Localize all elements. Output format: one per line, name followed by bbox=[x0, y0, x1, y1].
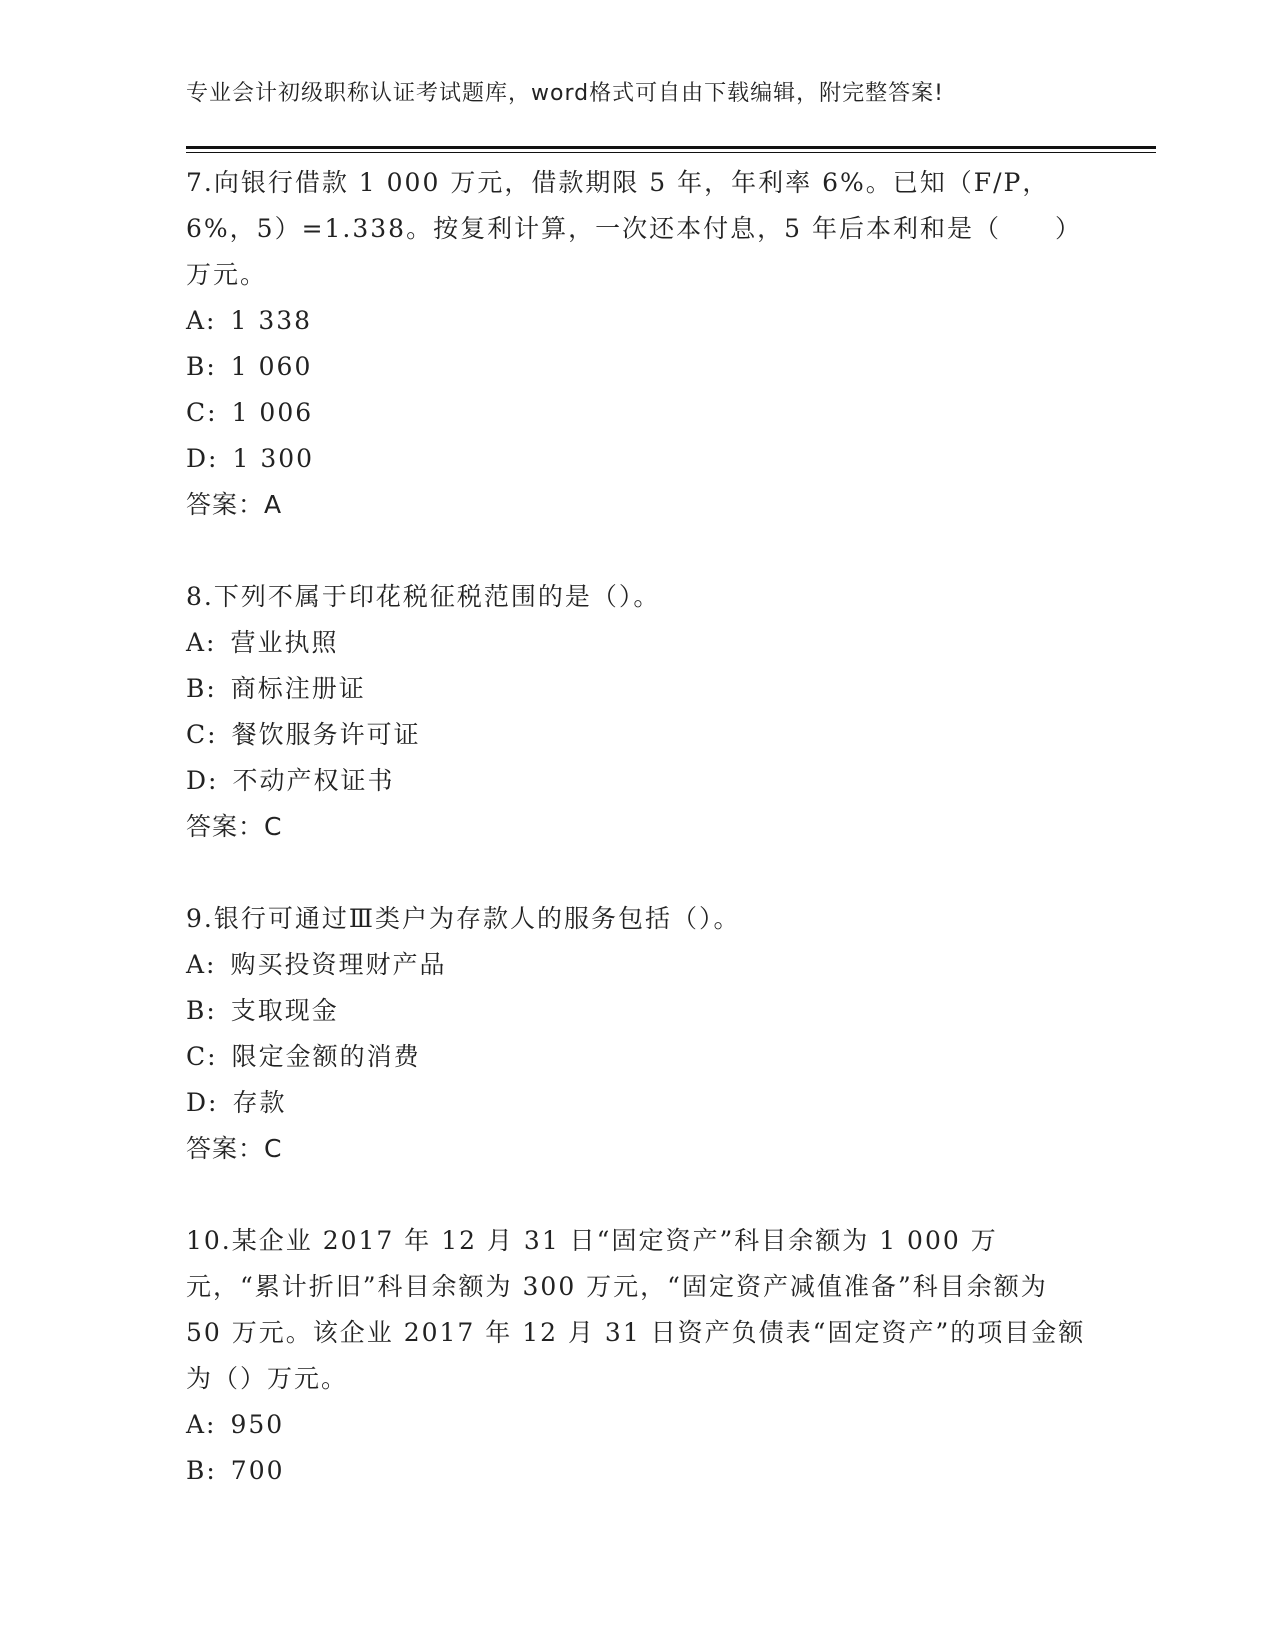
option-value: 支取现金 bbox=[230, 996, 339, 1025]
option-key: B: bbox=[186, 1456, 217, 1485]
option-value: 营业执照 bbox=[230, 628, 339, 657]
option-key: A: bbox=[186, 950, 217, 979]
header-rule-thick bbox=[186, 146, 1156, 149]
option-key: A: bbox=[186, 628, 217, 657]
question-text: 9.银行可通过Ⅲ类户为存款人的服务包括（）。 bbox=[186, 904, 741, 933]
option-key: C: bbox=[186, 1042, 218, 1071]
option-c bbox=[186, 1034, 1086, 1080]
option-key: C: bbox=[186, 720, 218, 749]
option-d bbox=[186, 758, 1086, 804]
option-b bbox=[186, 1448, 1086, 1494]
option-c bbox=[186, 390, 1086, 436]
option-value: 限定金额的消费 bbox=[231, 1042, 421, 1071]
option-key: B: bbox=[186, 996, 217, 1025]
option-key: A: bbox=[186, 306, 217, 335]
option-value: 存款 bbox=[232, 1088, 287, 1117]
option-value: 700 bbox=[230, 1456, 285, 1485]
page-header: 专业会计初级职称认证考试题库，word格式可自由下载编辑，附完整答案! bbox=[186, 81, 944, 106]
option-value: 不动产权证书 bbox=[232, 766, 395, 795]
option-key: B: bbox=[186, 352, 217, 381]
option-key: D: bbox=[186, 1088, 219, 1117]
option-value: 1 338 bbox=[230, 306, 313, 335]
option-a bbox=[186, 298, 1086, 344]
option-value: 950 bbox=[230, 1410, 285, 1439]
question-text: 7.向银行借款 1 000 万元，借款期限 5 年，年利率 6%。已知（F/P，6%，5）=1.338。按复利计算，一次还本付息，5 年后本利和是（ ）万元。 bbox=[186, 168, 1082, 289]
option-value: 餐饮服务许可证 bbox=[231, 720, 421, 749]
option-a bbox=[186, 942, 1086, 988]
question-text: 8.下列不属于印花税征税范围的是（）。 bbox=[186, 582, 661, 611]
answer-line: 答案：A bbox=[186, 490, 283, 519]
option-value: 1 060 bbox=[230, 352, 313, 381]
option-value: 1 300 bbox=[232, 444, 315, 473]
option-key: D: bbox=[186, 444, 219, 473]
question-9 bbox=[186, 896, 1086, 1172]
option-value: 购买投资理财产品 bbox=[230, 950, 447, 979]
question-7 bbox=[186, 160, 1086, 528]
option-key: A: bbox=[186, 1410, 217, 1439]
question-8 bbox=[186, 574, 1086, 850]
option-key: D: bbox=[186, 766, 219, 795]
option-key: B: bbox=[186, 674, 217, 703]
question-text: 10.某企业 2017 年 12 月 31 日“固定资产”科目余额为 1 000 万元，“累计折旧”科目余额为 300 万元，“固定资产减值准备”科目余额为 50 万元。该企业 2017 年 12 月 31 日资产负债表“固定资产”的项目金额为（）万元。 bbox=[186, 1226, 1086, 1393]
answer-line: 答案：C bbox=[186, 1134, 283, 1163]
question-list bbox=[186, 160, 1086, 1540]
option-d bbox=[186, 436, 1086, 482]
option-b bbox=[186, 666, 1086, 712]
option-c bbox=[186, 712, 1086, 758]
option-a bbox=[186, 620, 1086, 666]
option-b bbox=[186, 988, 1086, 1034]
question-10 bbox=[186, 1218, 1086, 1494]
header-rule-thin bbox=[186, 152, 1156, 153]
option-a bbox=[186, 1402, 1086, 1448]
option-value: 商标注册证 bbox=[230, 674, 366, 703]
option-b bbox=[186, 344, 1086, 390]
option-d bbox=[186, 1080, 1086, 1126]
answer-line: 答案：C bbox=[186, 812, 283, 841]
option-key: C: bbox=[186, 398, 218, 427]
option-value: 1 006 bbox=[231, 398, 314, 427]
